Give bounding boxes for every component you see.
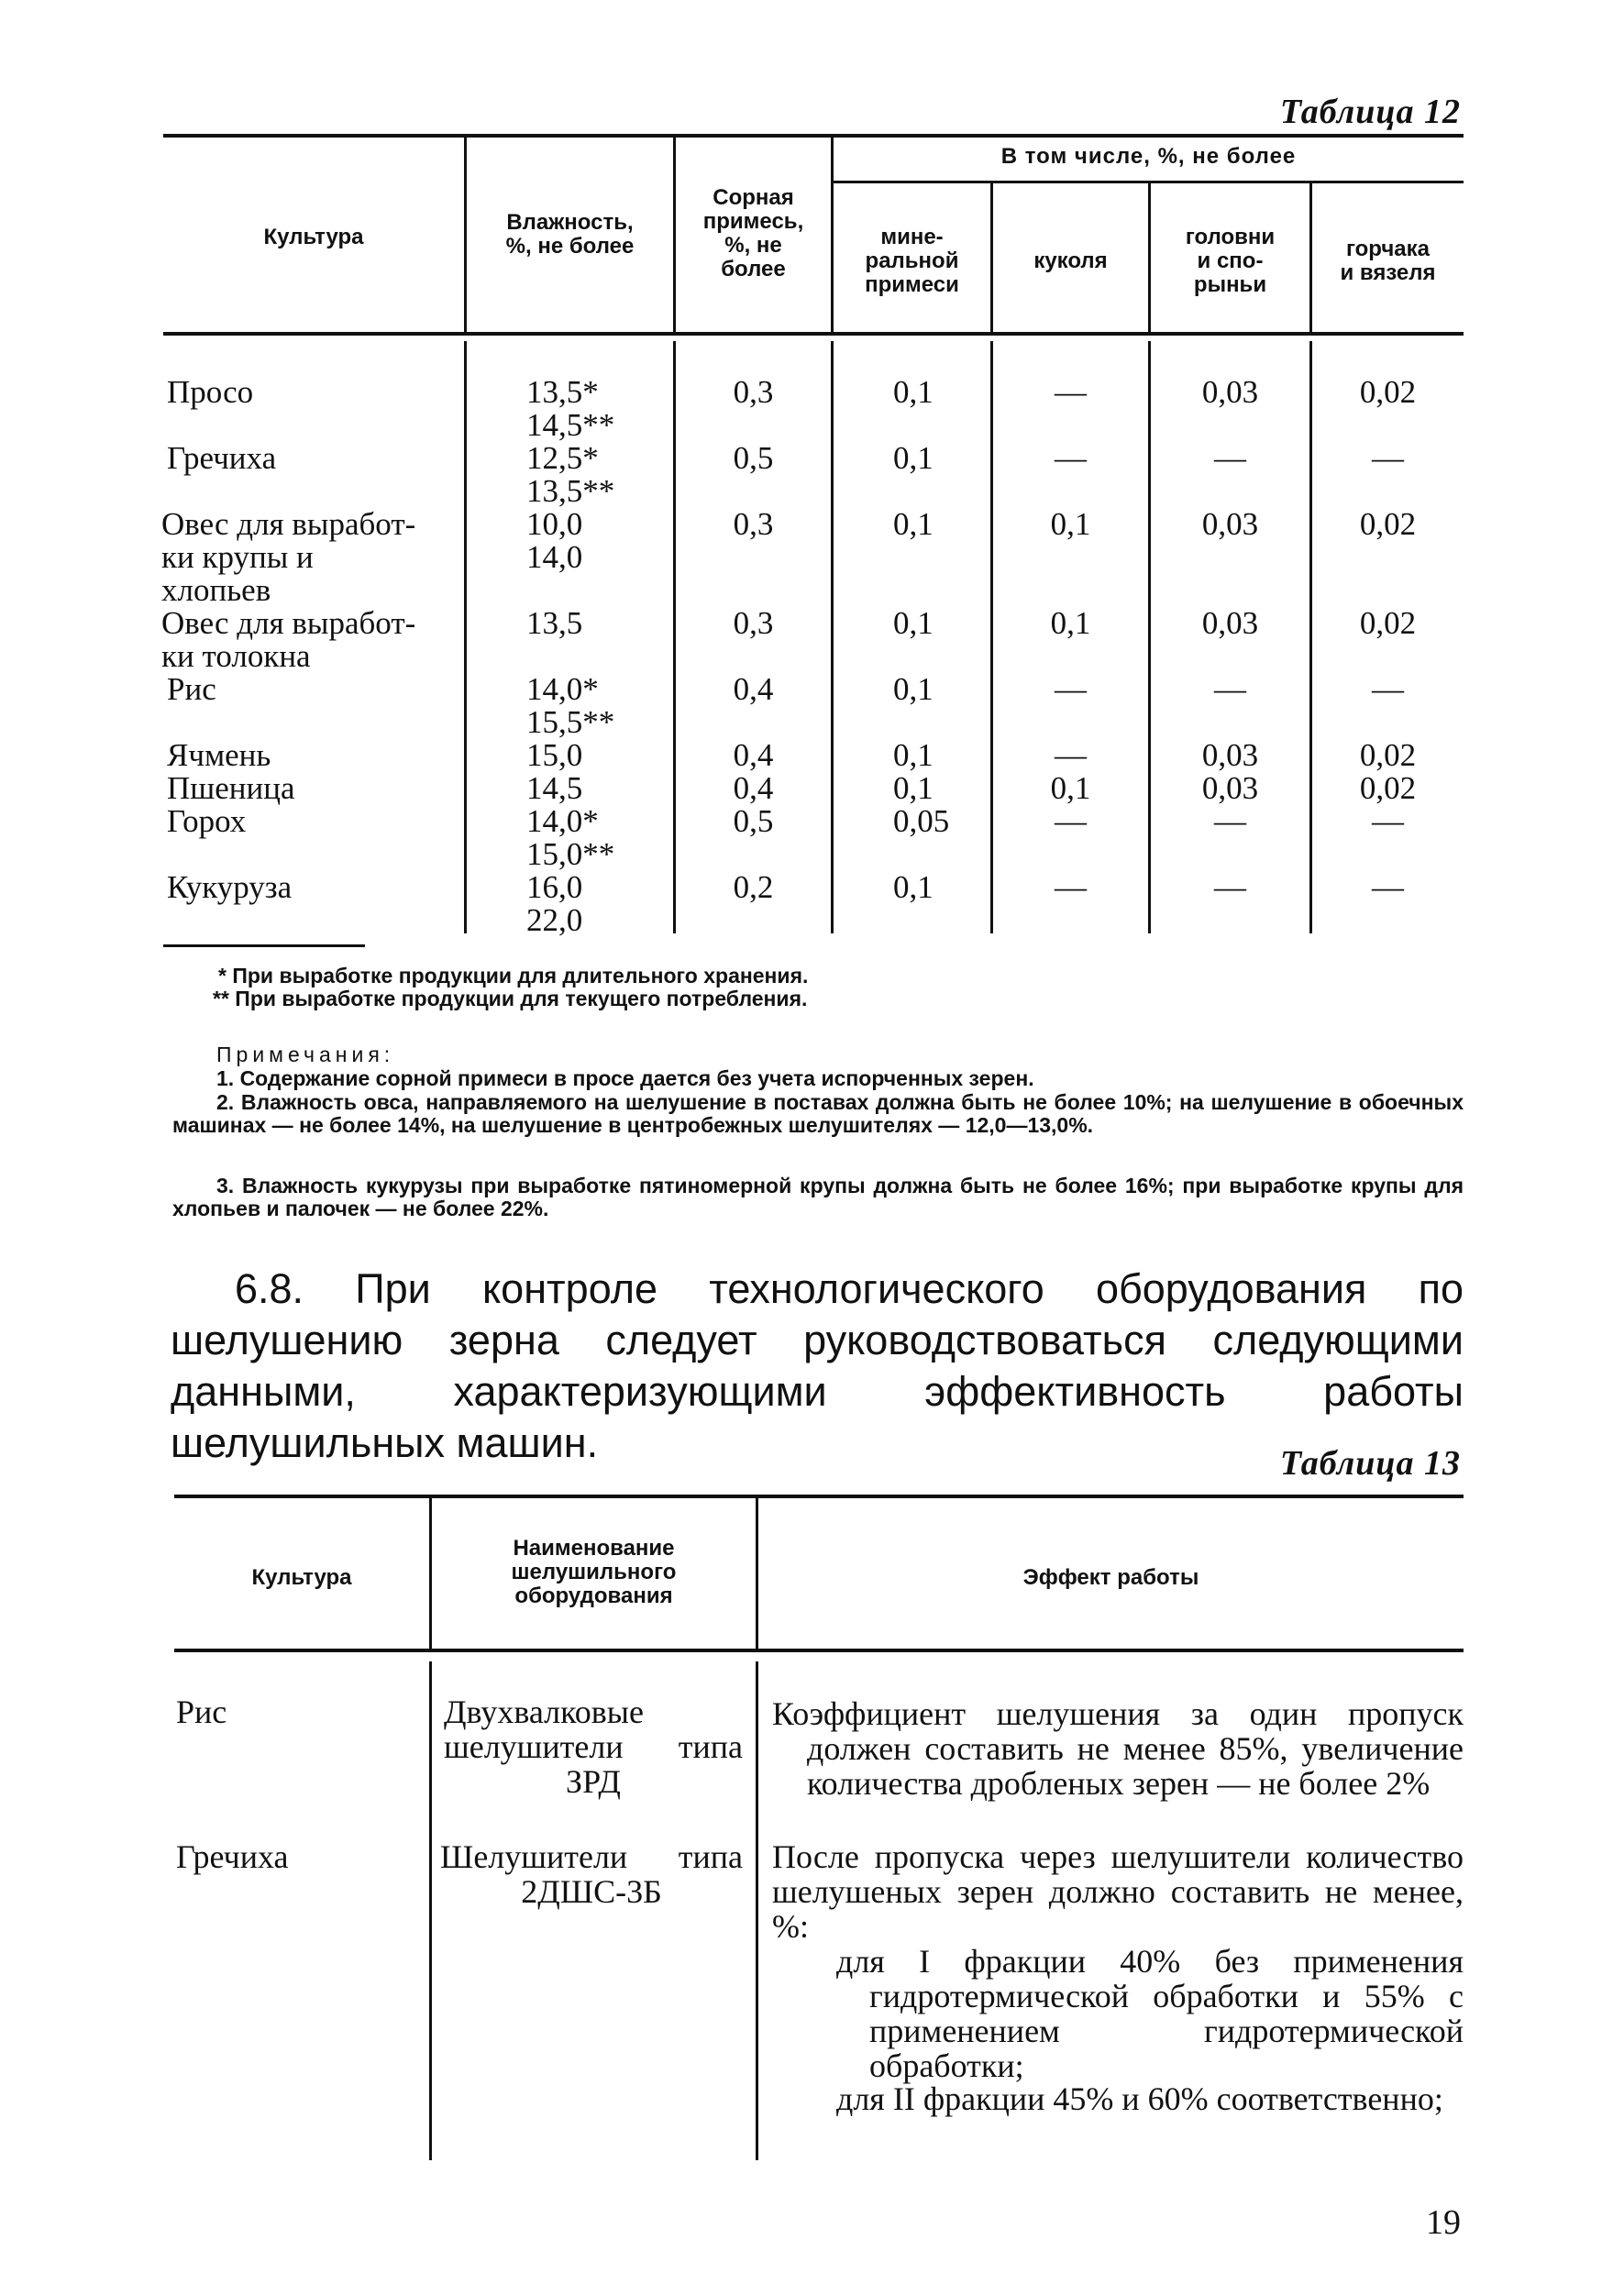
table13-caption: Таблица 13 xyxy=(1279,1444,1461,1483)
table-row-gorchak: — xyxy=(1372,803,1404,839)
table-row-kukol: — xyxy=(1055,440,1087,476)
table-row-gorchak: 0,02 xyxy=(1359,737,1417,773)
table-row-kukol: — xyxy=(1055,671,1087,707)
table-row-weed: 0,4 xyxy=(733,737,774,773)
note-item: 3. Влажность кукурузы при выработке пятиномерной крупы должна быть не более 16%; при выработке крупы для хлопьев и палочек — не более 22%. xyxy=(172,1174,1464,1220)
note-item: 1. Содержание сорной примеси в просе дается без учета испорченных зерен. xyxy=(216,1066,1034,1090)
table-row-weed: 0,3 xyxy=(733,506,774,542)
table12-top-rule xyxy=(163,134,1464,138)
table12-col-divider xyxy=(464,341,467,933)
table-row-gorchak: 0,02 xyxy=(1359,374,1417,410)
table-row-crop: Рис xyxy=(176,1694,227,1730)
header-moisture: Влажность, %, не более xyxy=(505,210,635,259)
table-row-weed: 0,4 xyxy=(733,770,774,806)
fraction1-line: для I фракции 40% без применения xyxy=(836,1943,1464,1980)
note-item: 2. Влажность овса, направляемого на шелушение в поставах должна быть не более 10%; на шелушение в обоечных машинах — не более 14%, на шелушение в центробежных шелушителях — 12,0—13,0%. xyxy=(172,1090,1464,1137)
fraction2-detail: для II фракции 45% и 60% соответственно; xyxy=(836,2080,1443,2117)
table-row-golovni: — xyxy=(1214,671,1246,707)
table-row-moisture: 12,5* 13,5** xyxy=(526,440,615,509)
table-row-effect-line: Коэффициент шелушения за один пропуск xyxy=(772,1695,1464,1732)
table-row-moisture: 14,0* 15,0** xyxy=(526,803,615,872)
table-row-golovni: — xyxy=(1214,869,1246,905)
table-row-mineral: 0,1 xyxy=(893,869,934,905)
header-gorchak: горчака и вязеля xyxy=(1340,237,1436,285)
table-row-equipment: Шелушители типа 2ДШС-3Б xyxy=(440,1838,743,1910)
table-row-crop: Рис xyxy=(167,671,216,707)
table13-col-divider xyxy=(756,1661,758,2160)
table-row-kukol: 0,1 xyxy=(1050,506,1091,542)
table-row-moisture: 15,0 xyxy=(526,737,583,773)
header-effect: Эффект работы xyxy=(1022,1565,1199,1590)
table-row-mineral: 0,1 xyxy=(893,605,934,641)
table-row-crop: Просо xyxy=(167,374,254,410)
table-row-mineral: 0,1 xyxy=(893,671,934,707)
table-row-mineral: 0,1 xyxy=(893,770,934,806)
table-row-kukol: — xyxy=(1055,737,1087,773)
table-row-golovni: 0,03 xyxy=(1201,737,1259,773)
table13-col-divider xyxy=(429,1661,432,2160)
table-row-moisture: 13,5 xyxy=(526,605,583,641)
table-row-golovni: 0,03 xyxy=(1201,506,1259,542)
header-weed-impurity: Сорная примесь, %, не более xyxy=(702,185,804,281)
header-group-including: В том числе, %, не более xyxy=(1000,144,1297,169)
table-row-mineral: 0,1 xyxy=(893,440,934,476)
table-row-mineral: 0,05 xyxy=(893,803,950,839)
table-row-gorchak: 0,02 xyxy=(1359,605,1417,641)
table12-bottom-stub xyxy=(163,944,365,947)
table-row-golovni: — xyxy=(1214,440,1246,476)
table-row-crop: Гречиха xyxy=(176,1838,289,1875)
table-row-kukol: 0,1 xyxy=(1050,770,1091,806)
table-row-crop: Пшеница xyxy=(167,770,295,806)
table-row-golovni: — xyxy=(1214,803,1246,839)
table-row-golovni: 0,03 xyxy=(1201,770,1259,806)
table-row-golovni: 0,03 xyxy=(1201,374,1259,410)
table-row-weed: 0,5 xyxy=(733,803,774,839)
footnote: * При выработке продукции для длительного хранения. xyxy=(218,964,809,988)
table-row-weed: 0,2 xyxy=(733,869,774,905)
table13-header-rule xyxy=(174,1649,1464,1652)
table-row-gorchak: — xyxy=(1372,869,1404,905)
header-mineral: мине- ральной примеси xyxy=(865,225,959,297)
table-row-crop: Ячмень xyxy=(167,737,271,773)
table12-caption: Таблица 12 xyxy=(1279,93,1461,131)
table-row-crop: Горох xyxy=(167,803,247,839)
table-row-equipment: Двухвалковые шелушители типа ЗРД xyxy=(444,1694,743,1800)
table-row-moisture: 16,0 22,0 xyxy=(526,869,583,938)
table-row-moisture: 13,5* 14,5** xyxy=(526,374,615,443)
table-row-mineral: 0,1 xyxy=(893,506,934,542)
table12-group-rule xyxy=(831,181,1464,183)
header-kukol: куколя xyxy=(1033,248,1108,273)
table-row-gorchak: — xyxy=(1372,671,1404,707)
table-row-weed: 0,3 xyxy=(733,374,774,410)
table-row-crop: Овес для выработ- ки толокна xyxy=(161,605,416,674)
table-row-kukol: — xyxy=(1055,803,1087,839)
page-number: 19 xyxy=(1426,2203,1461,2242)
fraction1-detail: гидротермической обработки и 55% с применением гидротермической обработки; xyxy=(869,1978,1464,2084)
table-row-crop: Гречиха xyxy=(167,440,277,476)
table-row-moisture: 14,0* 15,5** xyxy=(526,671,615,740)
table12-header-rule xyxy=(163,332,1464,336)
table-row-moisture: 10,0 14,0 xyxy=(526,506,583,575)
table-row-crop: Кукуруза xyxy=(167,869,293,905)
table-row-mineral: 0,1 xyxy=(893,737,934,773)
table-row-kukol: 0,1 xyxy=(1050,605,1091,641)
header-equipment: Наименование шелушильного оборудования xyxy=(511,1536,677,1608)
table-row-mineral: 0,1 xyxy=(893,374,934,410)
table-row-gorchak: 0,02 xyxy=(1359,770,1417,806)
table-row-gorchak: — xyxy=(1372,440,1404,476)
table-row-weed: 0,3 xyxy=(733,605,774,641)
section-paragraph: 6.8. При контроле технологического оборудования по шелушению зерна следует руководствоваться следующими данными, характеризующими эффективность работы шелушильных машин. xyxy=(171,1265,1464,1466)
header-crop: Культура xyxy=(251,1565,352,1590)
table13-top-rule xyxy=(174,1495,1464,1498)
table-row-gorchak: 0,02 xyxy=(1359,506,1417,542)
notes-title: Примечания: xyxy=(216,1043,395,1066)
table-row-effect: После пропуска через шелушители количество шелушеных зерен должно составить не менее, %: xyxy=(772,1838,1464,1945)
table-row-weed: 0,4 xyxy=(733,671,774,707)
header-crop: Культура xyxy=(263,225,364,249)
table-row-weed: 0,5 xyxy=(733,440,774,476)
table-row-moisture: 14,5 xyxy=(526,770,583,806)
footnote: ** При выработке продукции для текущего потребления. xyxy=(213,987,808,1010)
table-row-kukol: — xyxy=(1055,869,1087,905)
table-row-golovni: 0,03 xyxy=(1201,605,1259,641)
table-row-crop: Овес для выработ- ки крупы и хлопьев xyxy=(161,506,416,608)
table-row-kukol: — xyxy=(1055,374,1087,410)
header-golovni: головни и спо- рыньи xyxy=(1185,225,1276,297)
table12-col-divider xyxy=(831,341,834,933)
table-row-effect: должен составить не менее 85%, увеличение количества дробленых зерен — не более 2% xyxy=(807,1730,1464,1802)
